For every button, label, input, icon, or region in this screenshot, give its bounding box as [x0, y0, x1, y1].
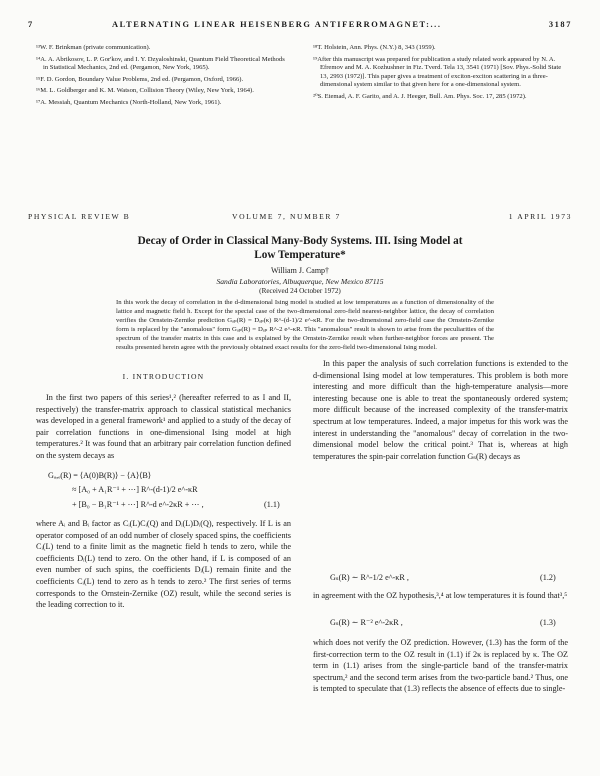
- issue-date: 1 APRIL 1973: [508, 212, 572, 221]
- equation-line: ≈ [A₀ + A₁R⁻¹ + ⋯] R^-(d-1)/2 e^-κR: [72, 485, 198, 494]
- paragraph: which does not verify the OZ prediction. However, (1.3) has the form of the first-correction term to the OZ result in (1.1) if 2κ is replaced by κ. The OZ term in (1.1) arises from the single-particle band of the transfer-matrix spectrum,² and the second term arises from the two-particle band.² Thus, one is tempted to speculate that (1.3) reflects the absence of effects due to single-: [313, 638, 568, 694]
- reference: ¹⁵F. D. Gordon, Boundary Value Problems, 2nd ed. (Pergamon, Oxford, 1966).: [36, 75, 244, 83]
- article-title-line: Decay of Order in Classical Many-Body Systems. III. Ising Model at: [137, 235, 463, 247]
- volume-number: VOLUME 7, NUMBER 7: [232, 212, 341, 221]
- reference: ¹⁹After this manuscript was prepared for publication a study related work appeared by N. A. Efremov and M. A. Kozhushner in Fiz. Tverd. Tela 13, 3541 (1971) [Sov. Phys.-Solid State 13, 2993 (1972)]. This paper gives a treatment of exciton-exciton scattering in a three-dimensional system similar to that given here for a one-dimensional system.: [313, 55, 562, 89]
- equation-number: (1.1): [264, 500, 280, 509]
- reference: ²⁰S. Etemad, A. F. Garito, and A. J. Heeger, Bull. Am. Phys. Soc. 17, 285 (1972).: [313, 92, 527, 100]
- reference: ¹⁴A. A. Abrikosov, L. P. Gor'kov, and I. Y. Dzyaloshinski, Quantum Field Theoretical Methods in Statistical Mechanics, 2nd ed. (Pergamon, New York, 1965).: [36, 55, 285, 72]
- right-column: [313, 358, 568, 462]
- references-left: [36, 44, 291, 111]
- reference: ¹⁷A. Messiah, Quantum Mechanics (North-Holland, New York, 1961).: [36, 98, 222, 106]
- right-column-text: [313, 590, 568, 602]
- paragraph: in agreement with the OZ hypothesis,³,⁴ at low temperatures it is found that³,⁵: [313, 591, 568, 600]
- left-column-continued: [36, 518, 291, 611]
- affiliation: Sandia Laboratories, Albuquerque, New Mexico 87115: [216, 277, 384, 286]
- running-title: ALTERNATING LINEAR HEISENBERG ANTIFERROMAGNET:...: [112, 20, 442, 29]
- received-date: (Received 24 October 1972): [259, 287, 341, 295]
- abstract: In this work the decay of correlation in the d-dimensional Ising model is studied at low temperatures as a function of dimensionality of the lattice and magnetic field h. Except for the special case of the two-dimensional zero-field nearest-neighbor lattice, the decay of correlation verifies the Ornstein-Zernike prediction Gₐₚ(R) = Dₐₚ(κ) R^-(d-1)/2 e^-κR. For the two-dimensional zero-field case the Ornstein-Zernike form is replaced by the "anomalous" form Gₐₚ(R) = Dₐₚ R^-2 e^-κR. This "anomalous" result is shown to arise from the peculiarities of the spectrum of the transfer matrix in this case and is explained by the Ornstein-Zernike result when further-neighbor forces are present. The results presented herein agree with the previously obtained exact results for the zero-field two-dimensional Ising model.: [116, 299, 494, 351]
- article-title-line: Low Temperature*: [254, 249, 346, 261]
- page-ref: 7: [28, 20, 34, 29]
- equation-number: (1.2): [540, 573, 556, 582]
- equation: Gₛ(R) ∼ R^-1/2 e^-κR ,: [330, 573, 409, 582]
- left-column: [36, 392, 291, 462]
- reference: ¹⁶M. L. Goldberger and K. M. Watson, Collision Theory (Wiley, New York, 1964).: [36, 87, 254, 95]
- journal-name: PHYSICAL REVIEW B: [28, 212, 131, 221]
- paragraph: In this paper the analysis of such correlation functions is extended to the d-dimensional Ising model at low temperatures. This problem is both more interesting and more difficult than the high-temperature analysis—more interesting because one is able to treat the spontaneously ordered system; more difficult because of the increased complexity of the transfer-matrix spectrum at low temperatures. Indeed, a major impetus for this work was the interest in understanding the "anomalous" decay of correlation in the two-dimensional model below the critical point.³ That is, whereas at high temperatures the spin-pair correlation function Gₛ(R) decays as: [313, 359, 568, 461]
- references-right: [313, 44, 568, 105]
- equation-line: + [B₀ − B₁R⁻¹ + ⋯] R^-d e^-2κR + ⋯ ,: [72, 500, 204, 509]
- author: William J. Camp†: [270, 266, 330, 275]
- paragraph: where Aᵢ and Bᵢ factor as Cᵢ(L)Cᵢ(Q) and Dᵢ(L)Dᵢ(Q), respectively. If L is an operator composed of an odd number of closely spaced spins, the coefficients Cᵢ(L) tend to a finite limit as the magnetic field h tends to zero, while the coefficients Dᵢ(L) tend to zero. On the other hand, if L is composed of an even number of such spins, the coefficients Dᵢ(L) remain finite and the coefficients Cᵢ(L) tend to zero as h tends to zero.² The first series of terms corresponds to the Ornstein-Zernike (OZ) result, while the second series is the leading correction to it.: [36, 519, 291, 610]
- equation-line: Gₐ,ₑ(R) = ⟨A(0)B(R)⟩ − ⟨A⟩⟨B⟩: [48, 471, 152, 480]
- equation-number: (1.3): [540, 618, 556, 627]
- article-title: [60, 234, 540, 262]
- paragraph: In the first two papers of this series¹,² (hereafter referred to as I and II, respectively) the transfer-matrix approach to classical statistical mechanics was developed in a general framework¹ and applied to a study of the decay of pair correlation functions in one-dimensional Ising model at high temperatures.² It was found that an arbitrary pair correlation function defined on the system decays as: [36, 393, 291, 460]
- equation: Gₛ(R) ∼ R⁻² e^-2κR ,: [330, 618, 403, 627]
- page-number: 3187: [548, 20, 572, 29]
- section-heading: I. INTRODUCTION: [122, 372, 205, 381]
- reference: ¹⁸T. Holstein, Ann. Phys. (N.Y.) 8, 343 (1959).: [313, 44, 436, 51]
- reference: ¹³W. F. Brinkman (private communication).: [36, 44, 151, 51]
- right-column-continued: [313, 637, 568, 695]
